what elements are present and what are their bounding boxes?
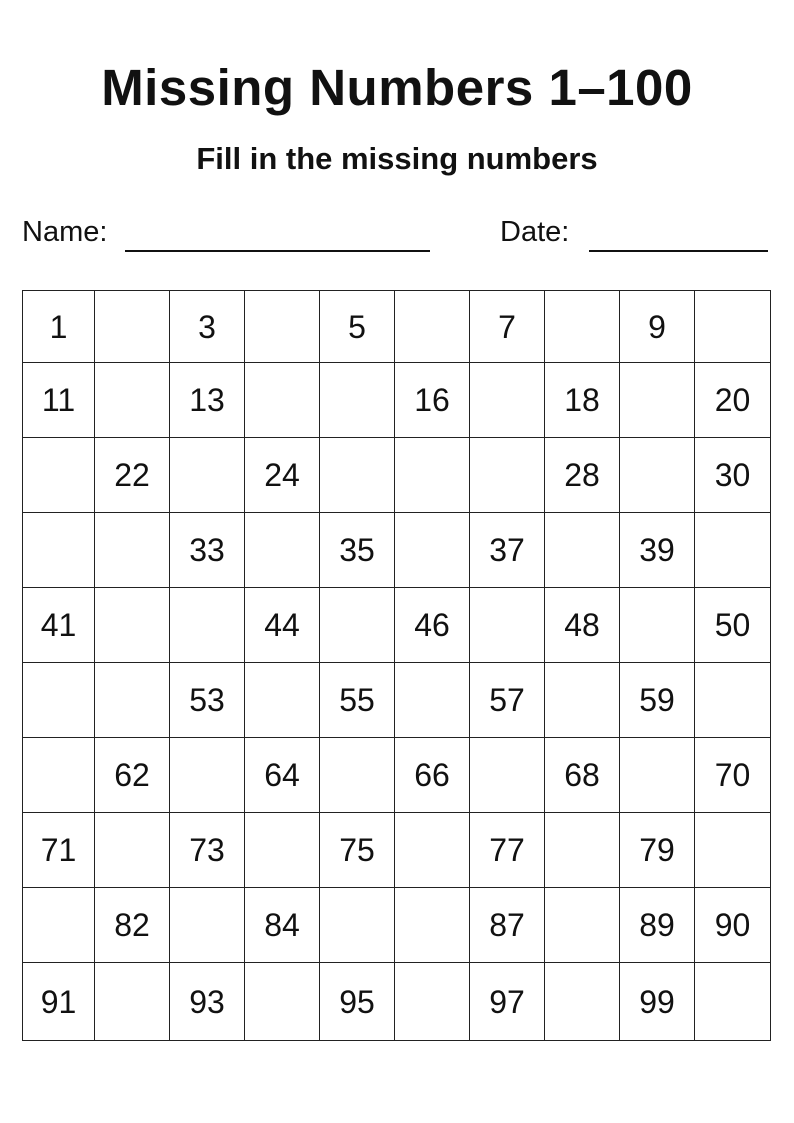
number-cell: 53 [170,663,245,738]
blank-cell[interactable] [95,363,170,438]
grid-row [23,738,771,813]
name-field-line[interactable] [125,250,430,252]
number-cell: 13 [170,363,245,438]
blank-cell[interactable] [395,513,470,588]
blank-cell[interactable] [470,738,545,813]
number-cell: 35 [320,513,395,588]
blank-cell[interactable] [245,813,320,888]
blank-cell[interactable] [620,363,695,438]
blank-cell[interactable] [545,813,620,888]
worksheet-title: Missing Numbers 1–100 [101,59,693,116]
number-cell: 39 [620,513,695,588]
number-cell: 99 [620,963,695,1041]
blank-cell[interactable] [695,291,771,363]
grid-row [23,588,771,663]
blank-cell[interactable] [170,738,245,813]
blank-cell[interactable] [470,588,545,663]
number-cell: 82 [95,888,170,963]
blank-cell[interactable] [470,363,545,438]
number-cell: 7 [470,291,545,363]
number-cell: 44 [245,588,320,663]
number-cell: 79 [620,813,695,888]
number-cell: 41 [23,588,95,663]
blank-cell[interactable] [620,438,695,513]
number-cell: 66 [395,738,470,813]
blank-cell[interactable] [245,363,320,438]
blank-cell[interactable] [695,513,771,588]
number-cell: 59 [620,663,695,738]
number-cell: 1 [23,291,95,363]
blank-cell[interactable] [620,738,695,813]
worksheet-subtitle: Fill in the missing numbers [196,141,598,176]
number-cell: 77 [470,813,545,888]
blank-cell[interactable] [320,738,395,813]
number-cell: 55 [320,663,395,738]
blank-cell[interactable] [545,513,620,588]
blank-cell[interactable] [320,363,395,438]
number-cell: 33 [170,513,245,588]
number-cell: 87 [470,888,545,963]
blank-cell[interactable] [395,888,470,963]
grid-row [23,438,771,513]
blank-cell[interactable] [245,291,320,363]
blank-cell[interactable] [95,663,170,738]
grid-row [23,363,771,438]
number-cell: 48 [545,588,620,663]
number-cell: 93 [170,963,245,1041]
blank-cell[interactable] [95,513,170,588]
blank-cell[interactable] [245,663,320,738]
blank-cell[interactable] [245,513,320,588]
grid-row [23,963,771,1041]
blank-cell[interactable] [395,813,470,888]
number-cell: 64 [245,738,320,813]
blank-cell[interactable] [320,588,395,663]
blank-cell[interactable] [95,588,170,663]
name-label: Name: [22,216,108,248]
number-cell: 57 [470,663,545,738]
grid-row [23,513,771,588]
number-cell: 46 [395,588,470,663]
blank-cell[interactable] [545,888,620,963]
number-cell: 3 [170,291,245,363]
number-cell: 5 [320,291,395,363]
blank-cell[interactable] [395,663,470,738]
number-cell: 95 [320,963,395,1041]
grid-row [23,663,771,738]
date-field-line[interactable] [589,250,768,252]
number-cell: 73 [170,813,245,888]
number-cell: 68 [545,738,620,813]
blank-cell[interactable] [245,963,320,1041]
number-cell: 30 [695,438,771,513]
grid-row [23,813,771,888]
number-cell: 71 [23,813,95,888]
number-cell: 28 [545,438,620,513]
number-cell: 75 [320,813,395,888]
blank-cell[interactable] [320,888,395,963]
number-grid [22,290,771,1041]
blank-cell[interactable] [545,291,620,363]
blank-cell[interactable] [23,663,95,738]
blank-cell[interactable] [23,888,95,963]
blank-cell[interactable] [395,438,470,513]
number-cell: 11 [23,363,95,438]
number-cell: 91 [23,963,95,1041]
blank-cell[interactable] [95,291,170,363]
blank-cell[interactable] [170,438,245,513]
number-cell: 89 [620,888,695,963]
blank-cell[interactable] [320,438,395,513]
number-cell: 50 [695,588,771,663]
blank-cell[interactable] [545,963,620,1041]
number-cell: 70 [695,738,771,813]
number-cell: 97 [470,963,545,1041]
number-cell: 90 [695,888,771,963]
blank-cell[interactable] [170,888,245,963]
blank-cell[interactable] [470,438,545,513]
number-cell: 16 [395,363,470,438]
number-cell: 37 [470,513,545,588]
number-cell: 9 [620,291,695,363]
number-cell: 24 [245,438,320,513]
blank-cell[interactable] [23,513,95,588]
number-cell: 20 [695,363,771,438]
blank-cell[interactable] [23,438,95,513]
blank-cell[interactable] [95,963,170,1041]
blank-cell[interactable] [170,588,245,663]
number-cell: 62 [95,738,170,813]
blank-cell[interactable] [95,813,170,888]
blank-cell[interactable] [695,813,771,888]
grid-row [23,888,771,963]
blank-cell[interactable] [395,291,470,363]
number-cell: 84 [245,888,320,963]
blank-cell[interactable] [545,663,620,738]
blank-cell[interactable] [23,738,95,813]
grid-row [23,291,771,363]
date-label: Date: [500,216,570,248]
blank-cell[interactable] [620,588,695,663]
number-cell: 18 [545,363,620,438]
number-cell: 22 [95,438,170,513]
blank-cell[interactable] [695,963,771,1041]
blank-cell[interactable] [695,663,771,738]
blank-cell[interactable] [395,963,470,1041]
